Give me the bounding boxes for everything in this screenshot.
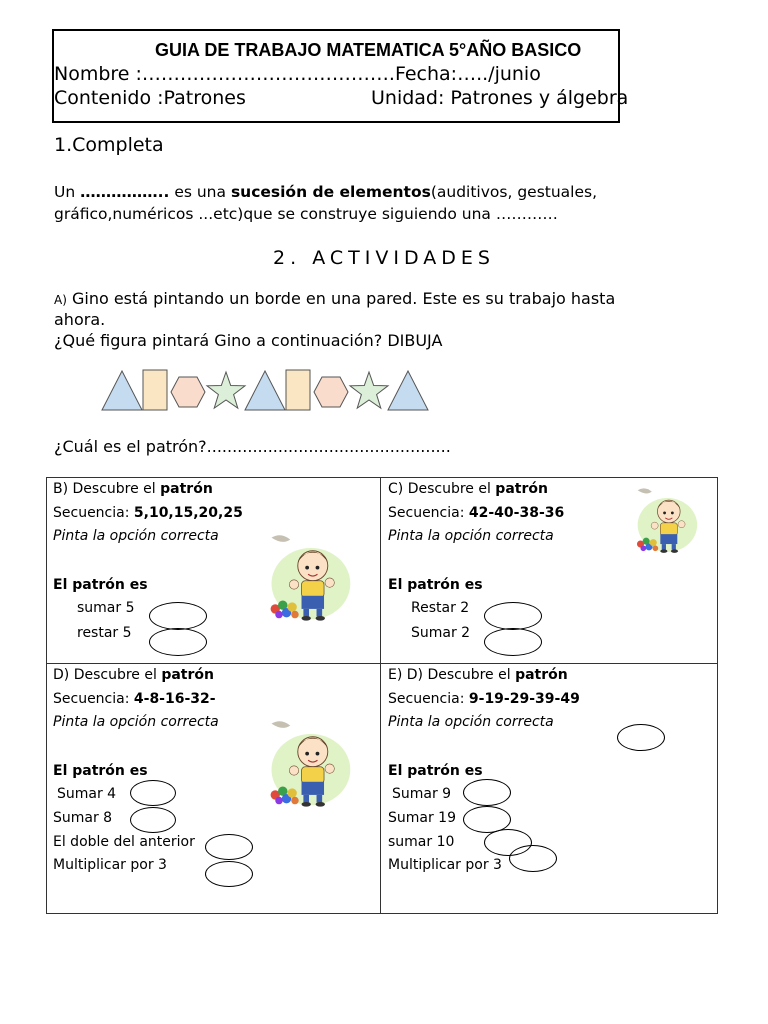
box-b-option-1: sumar 5 <box>77 600 135 616</box>
box-d-sequence <box>53 691 216 707</box>
box-d-seq-label: Secuencia: <box>53 691 134 707</box>
box-d-pattern-label: El patrón es <box>53 763 148 779</box>
hexagon-shape <box>171 377 205 407</box>
box-b-sequence <box>53 505 243 521</box>
box-d-oval-3[interactable] <box>205 834 253 860</box>
box-c-title <box>388 481 548 497</box>
kid-illustration <box>264 718 354 814</box>
box-c-option-2: Sumar 2 <box>411 625 471 641</box>
unit-label: Unidad: Patrones y álgebra <box>371 87 629 109</box>
box-c-prefix: C) Descubre el <box>388 481 496 497</box>
box-b-instruction: Pinta la opción correcta <box>53 528 219 544</box>
pattern-question: ¿Cuál es el patrón?................................................ <box>54 437 451 456</box>
activity-a-prefix: A) <box>54 293 67 307</box>
shape-pattern <box>100 366 430 416</box>
box-e-seq-label: Secuencia: <box>388 691 469 707</box>
triangle-shape <box>102 371 142 410</box>
box-e-pattern-label: El patrón es <box>388 763 483 779</box>
definition-bold-term: sucesión de elementos <box>230 183 431 201</box>
star-shape <box>207 372 245 408</box>
box-b-oval-1[interactable] <box>149 602 207 630</box>
box-d-option-2: Sumar 8 <box>53 810 113 826</box>
box-e-extra-oval[interactable] <box>617 724 665 751</box>
worksheet-title: GUIA DE TRABAJO MATEMATICA 5°AÑO BASICO <box>155 40 582 60</box>
box-e-title <box>388 667 568 683</box>
box-b-pattern-label: El patrón es <box>53 577 148 593</box>
box-b-seq-value: 5,10,15,20,25 <box>133 505 243 521</box>
box-e-sequence <box>388 691 580 707</box>
box-d-title <box>53 667 214 683</box>
box-e-option-4: Multiplicar por 3 <box>388 857 502 873</box>
star-shape <box>350 372 388 408</box>
definition-line-1 <box>54 183 597 201</box>
box-c-seq-value: 42-40-38-36 <box>468 505 565 521</box>
box-c-oval-1[interactable] <box>484 602 542 630</box>
box-e-option-2: Sumar 19 <box>388 810 456 826</box>
box-d-oval-4[interactable] <box>205 861 253 887</box>
activity-a-line-2: ahora. <box>54 310 106 329</box>
box-c-option-1: Restar 2 <box>411 600 470 616</box>
definition-text: Un <box>54 183 81 201</box>
kid-illustration <box>632 486 700 558</box>
rectangle-shape <box>286 370 310 410</box>
box-e-oval-4[interactable] <box>509 845 557 872</box>
box-b-prefix: B) Descubre el <box>53 481 161 497</box>
rectangle-shape <box>143 370 167 410</box>
box-c-seq-label: Secuencia: <box>388 505 469 521</box>
content-label: Contenido :Patrones <box>54 87 246 109</box>
box-c-oval-2[interactable] <box>484 628 542 656</box>
activity-a-text: Gino está pintando un borde en una pared. Este es su trabajo hasta <box>66 289 616 308</box>
box-c-bold-word: patrón <box>495 481 548 497</box>
kid-illustration <box>264 532 354 628</box>
box-b-oval-2[interactable] <box>149 628 207 656</box>
box-d-option-3: El doble del anterior <box>53 834 195 850</box>
box-b-seq-label: Secuencia: <box>53 505 134 521</box>
box-c-sequence <box>388 505 564 521</box>
section2-heading: 2. ACTIVIDADES <box>273 247 495 269</box>
box-e-prefix: E) D) Descubre el <box>388 667 516 683</box>
box-e-bold-word: patrón <box>515 667 568 683</box>
definition-blank: …………….. <box>80 183 170 201</box>
hexagon-shape <box>314 377 348 407</box>
box-c-pattern-label: El patrón es <box>388 577 483 593</box>
box-d-prefix: D) Descubre el <box>53 667 162 683</box>
box-e-seq-value: 9-19-29-39-49 <box>468 691 580 707</box>
section1-heading: 1.Completa <box>54 134 164 156</box>
name-date-line: Nombre :………………………………….Fecha:…../junio <box>54 63 541 85</box>
activity-a-line-3: ¿Qué figura pintará Gino a continuación? DIBUJA <box>54 331 443 350</box>
box-d-instruction: Pinta la opción correcta <box>53 714 219 730</box>
definition-text: (auditivos, gestuales, <box>430 183 598 201</box>
box-d-option-4: Multiplicar por 3 <box>53 857 167 873</box>
box-d-oval-2[interactable] <box>130 807 176 833</box>
box-d-seq-value: 4-8-16-32- <box>133 691 216 707</box>
box-e-option-3: sumar 10 <box>388 834 455 850</box>
activity-a-line-1 <box>54 289 615 308</box>
box-b-title <box>53 481 213 497</box>
triangle-shape <box>388 371 428 410</box>
box-b-bold-word: patrón <box>160 481 213 497</box>
triangle-shape <box>245 371 285 410</box>
box-e-option-1: Sumar 9 <box>392 786 452 802</box>
box-e-oval-1[interactable] <box>463 779 511 806</box>
definition-line-2: gráfico,numéricos ...etc)que se construye siguiendo una ………… <box>54 205 558 223</box>
box-d-option-1: Sumar 4 <box>57 786 117 802</box>
box-d-bold-word: patrón <box>161 667 214 683</box>
box-c-instruction: Pinta la opción correcta <box>388 528 554 544</box>
definition-text: es una <box>169 183 231 201</box>
box-e-instruction: Pinta la opción correcta <box>388 714 554 730</box>
box-b-option-2: restar 5 <box>77 625 132 641</box>
box-d-oval-1[interactable] <box>130 780 176 806</box>
